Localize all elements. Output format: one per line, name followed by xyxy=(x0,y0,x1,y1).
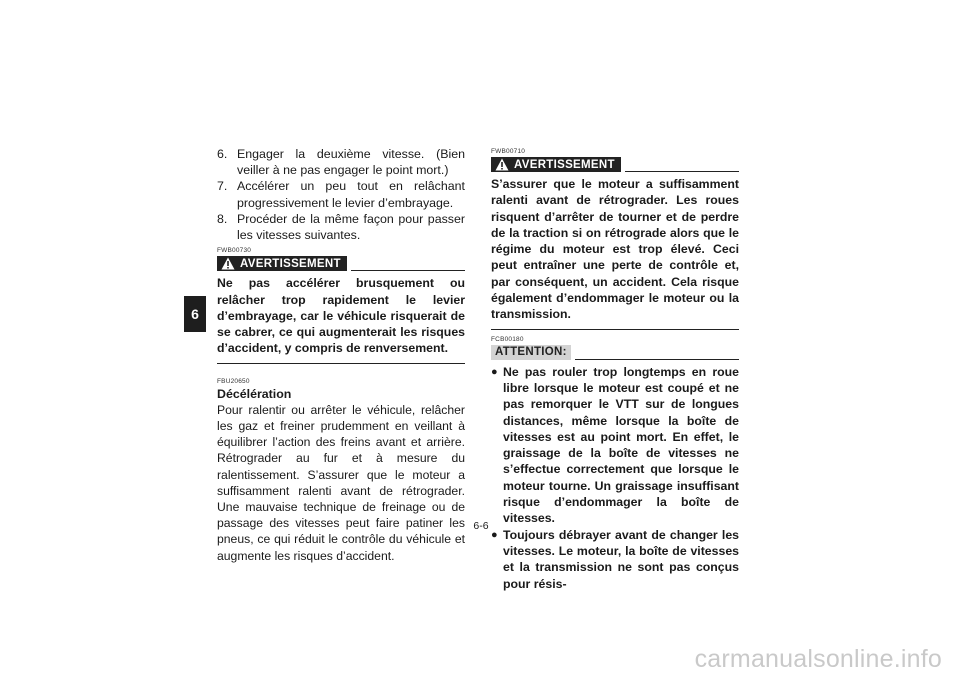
bullet-text: Ne pas rouler trop longtemps en roue libre lorsque le moteur est coupé et ne pas remorquer le VTT sur de longues distances, même lorsque la boîte de vitesses est au point mort. En effet, le graissage de la boîte de vitesses ne s’effectue correctement que lorsque le moteur tourne. Un graissage insuffisant risque d’endommager la boîte de vitesses. xyxy=(503,364,739,526)
warning-label: AVERTISSEMENT xyxy=(514,158,615,171)
list-item xyxy=(217,146,465,178)
bullet-text: Toujours débrayer avant de changer les vitesses. Le moteur, la boîte de vitesses et la transmission ne sont pas conçus pour résis- xyxy=(503,527,739,591)
warning-text: Ne pas accélérer brusquement ou relâcher trop rapidement le levier d’embrayage, car le véhicule risquerait de se cabrer, ce qui augmenterait les risques d’accident, y compris de renversement. xyxy=(217,275,465,363)
watermark: carmanualsonline.info xyxy=(694,645,942,673)
right-column xyxy=(491,148,739,592)
divider xyxy=(625,157,739,172)
warning-triangle-icon xyxy=(495,158,509,171)
bullet-icon: ● xyxy=(491,528,498,541)
warning-code: FWB00710 xyxy=(491,148,526,155)
attention-header xyxy=(491,345,739,360)
step-number: 8. xyxy=(217,211,228,226)
warning-triangle-icon xyxy=(221,257,235,270)
list-item xyxy=(217,178,465,210)
step-text: Engager la deuxième vitesse. (Bien veiller à ne pas engager le point mort.) xyxy=(237,147,465,178)
warning-badge xyxy=(217,256,347,271)
step-number: 7. xyxy=(217,179,228,194)
warning-badge xyxy=(491,157,621,172)
page-number: 6-6 xyxy=(473,520,489,532)
step-number: 6. xyxy=(217,147,228,161)
warning-header xyxy=(491,157,739,172)
section-code: FBU20650 xyxy=(217,377,250,385)
warning-text: S’assurer que le moteur a suffisamment ralenti avant de rétrograder. Les roues risquent d’arrêter de tourner et de perdre de la traction si on rétrograde alors que le régime du moteur est trop élevé. Ceci peut entraîner une perte de contrôle et, par conséquent, un accident. Cela risque également d’endommager le moteur ou la transmission. xyxy=(491,176,739,330)
list-item xyxy=(491,527,739,592)
list-item xyxy=(217,211,465,243)
attention-code: FCB00180 xyxy=(491,335,524,343)
section-heading: Décélération xyxy=(217,386,292,401)
attention-list xyxy=(491,364,739,592)
left-column xyxy=(217,146,465,564)
step-list xyxy=(217,146,465,243)
section-body: Pour ralentir ou arrêter le véhicule, relâcher les gaz et freiner prudemment en veillant à équilibrer l’action des freins avant et arrière. Rétrograder au fur et à mesure du ralentissement. S’assurer que le moteur a suffisamment ralenti avant de rétrograder. Une mauvaise technique de freinage ou de passage des vitesses peut faire patiner les pneus, ce qui réduit le contrôle du véhicule et augmente les risques d’accident. xyxy=(217,402,465,563)
step-text: Accélérer un peu tout en relâchant progressivement le levier d’embrayage. xyxy=(237,179,465,210)
step-text: Procéder de la même façon pour passer les vitesses suivantes. xyxy=(237,211,465,243)
divider xyxy=(351,256,465,271)
attention-badge: ATTENTION: xyxy=(491,345,571,360)
divider xyxy=(575,345,739,360)
warning-label: AVERTISSEMENT xyxy=(240,257,341,270)
chapter-tab: 6 xyxy=(184,296,206,332)
warning-code: FWB00730 xyxy=(217,247,252,255)
bullet-icon: ● xyxy=(491,365,498,378)
warning-header xyxy=(217,256,465,271)
list-item xyxy=(491,364,739,527)
